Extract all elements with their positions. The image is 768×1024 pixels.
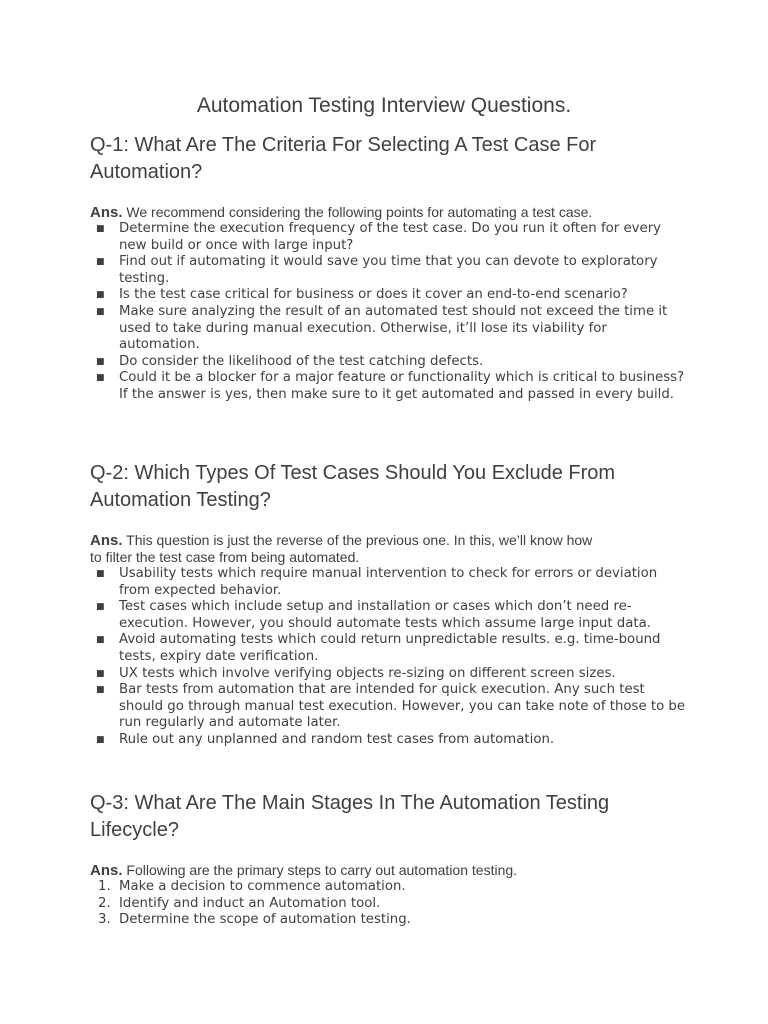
- question-2-bullet-list: [90, 566, 690, 749]
- answer-intro-text: to filter the test case from being automated.: [90, 549, 360, 565]
- bullet-icon: ■: [96, 257, 105, 268]
- list-item: ■ Test cases which include setup and installation or cases which don’t need re-execution. However, you should automate tests which assume large input data.: [96, 599, 651, 631]
- list-item: ■ Could it be a blocker for a major feature or functionality which is critical to business? If the answer is yes, then make sure to it get automated and passed in every build.: [96, 370, 685, 402]
- bullet-icon: ■: [96, 668, 105, 679]
- list-number: 3.: [98, 912, 111, 928]
- list-item: 1. Make a decision to commence automation.: [98, 879, 406, 894]
- bullet-icon: ■: [96, 734, 105, 745]
- question-1-heading: Q-1: What Are The Criteria For Selecting A Test Case For Automation?: [90, 134, 597, 183]
- question-2-section: [90, 460, 690, 749]
- question-3-answer-intro: [90, 862, 690, 879]
- answer-label: Ans.: [90, 532, 123, 549]
- question-1-section: [90, 132, 690, 404]
- answer-label: Ans.: [90, 204, 123, 221]
- bullet-icon: ■: [96, 602, 105, 613]
- question-3-heading: Q-3: What Are The Main Stages In The Automation Testing Lifecycle?: [90, 792, 610, 841]
- bullet-icon: ■: [96, 373, 105, 384]
- bullet-icon: ■: [96, 569, 105, 579]
- list-item: ■ Make sure analyzing the result of an automated test should not exceed the time it used to take during manual execution. Otherwise, it’ll lose its viability for automation.: [96, 303, 668, 353]
- list-item: ■ Bar tests from automation that are intended for quick execution. Any such test should go through manual test execution. However, you can take note of those to be run regularly and automate later.: [96, 682, 686, 731]
- bullet-icon: ■: [96, 290, 105, 301]
- list-item: ■ Find out if automating it would save you time that you can devote to exploratory testing.: [96, 254, 658, 286]
- bullet-icon: ■: [96, 356, 105, 367]
- list-item: ■ Determine the execution frequency of the test case. Do you run it often for every new build or once with large input?: [96, 221, 662, 253]
- bullet-icon: ■: [96, 685, 105, 696]
- question-2-answer-intro: [90, 532, 690, 566]
- list-number: 2.: [98, 895, 111, 911]
- bullet-icon: ■: [96, 306, 105, 317]
- answer-intro-text: This question is just the reverse of the previous one. In this, we’ll know how: [126, 532, 593, 548]
- answer-intro-text: We recommend considering the following points for automating a test case.: [126, 204, 593, 220]
- question-1-answer-intro: [90, 204, 690, 221]
- list-item: 3. Determine the scope of automation testing.: [98, 912, 411, 928]
- list-item: 2. Identify and induct an Automation tool.: [98, 895, 381, 911]
- list-item: ■ Rule out any unplanned and random test cases from automation.: [96, 731, 555, 747]
- list-item: ■ Is the test case critical for business or does it cover an end-to-end scenario?: [96, 287, 628, 303]
- list-item: ■ Avoid automating tests which could return unpredictable results. e.g. time-bound tests, expiry date verification.: [96, 632, 661, 664]
- answer-label: Ans.: [90, 862, 123, 879]
- answer-intro-text: Following are the primary steps to carry out automation testing.: [126, 862, 518, 878]
- document-title: Automation Testing Interview Questions.: [196, 94, 572, 117]
- question-2-heading: Q-2: Which Types Of Test Cases Should You Exclude From Automation Testing?: [90, 462, 616, 511]
- list-item: ■ UX tests which involve verifying objects re-sizing on different screen sizes.: [96, 665, 616, 681]
- bullet-icon: ■: [96, 635, 105, 646]
- list-item: ■ Do consider the likelihood of the test catching defects.: [96, 353, 484, 369]
- list-number: 1.: [98, 879, 111, 894]
- list-item: ■ Usability tests which require manual intervention to check for errors or deviation from expected behavior.: [96, 566, 658, 598]
- question-1-bullet-list: [90, 221, 690, 404]
- question-3-section: [90, 790, 690, 929]
- question-3-numbered-list: [90, 879, 690, 929]
- bullet-icon: ■: [96, 224, 105, 234]
